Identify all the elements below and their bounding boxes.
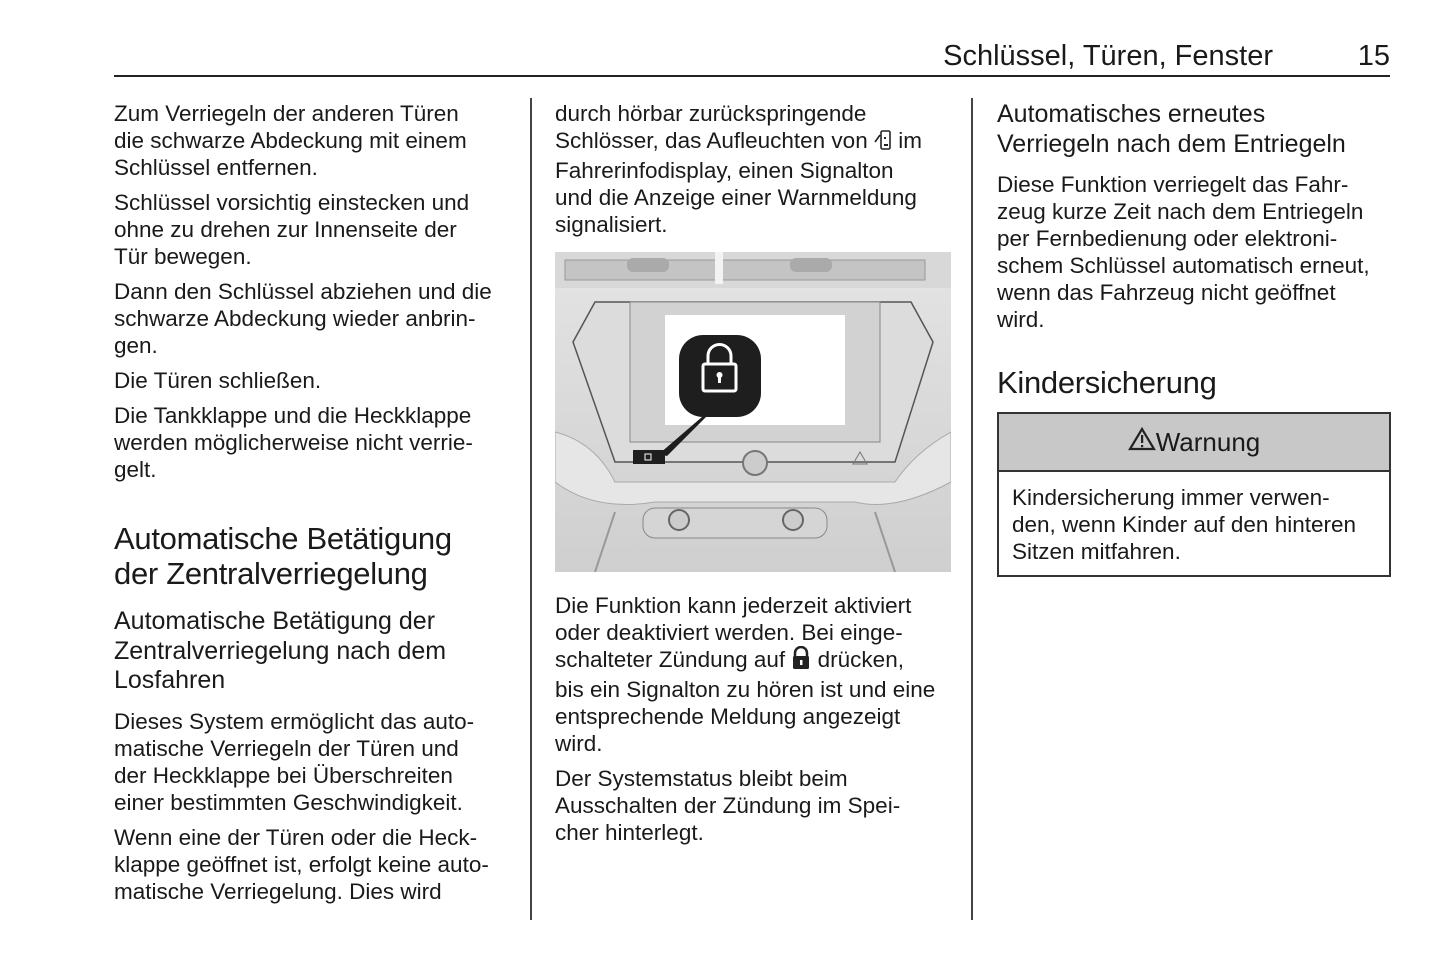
lock-button-icon xyxy=(791,646,811,676)
paragraph: Diese Funktion verriegelt das Fahr- zeug kurze Zeit nach dem Entriegeln per Fernbedienung oder elektroni- schem Schlüssel automatisch erneut, wenn das Fahrzeug nicht geöffnet wird. xyxy=(997,172,1370,332)
paragraph-text: Die Funktion kann jederzeit aktiviert oder deaktiviert werden. Bei einge- schalteter Zündung auf xyxy=(555,593,912,672)
paragraph-text: drücken, bis ein Signalton zu hören ist und eine entsprechende Meldung angezeigt wird. xyxy=(555,647,936,756)
paragraph: Dann den Schlüssel abziehen und die schwarze Abdeckung wieder anbrin- gen. xyxy=(114,279,492,358)
warning-title: Warnung xyxy=(1155,426,1261,457)
subsection-heading: Automatische Betätigung der Zentralverriegelung nach dem Losfahren xyxy=(114,607,447,694)
column-divider xyxy=(971,98,973,920)
section-heading: Kindersicherung xyxy=(997,365,1217,400)
running-header-title: Schlüssel, Türen, Fenster xyxy=(943,40,1273,72)
header-rule xyxy=(114,75,1390,77)
paragraph: Die Tankklappe und die Heckklappe werden möglicherweise nicht verrie- gelt. xyxy=(114,403,473,482)
paragraph: Dieses System ermöglicht das auto- matische Verriegeln der Türen und der Heckklappe bei Überschreiten einer bestimmten Geschwindigkeit. xyxy=(114,708,475,815)
paragraph: Wenn eine der Türen oder die Heck- klappe geöffnet ist, erfolgt keine auto- matische Verriegelung. Dies wird xyxy=(114,824,489,904)
warning-triangle-icon xyxy=(1128,427,1156,458)
paragraph: Die Türen schließen. xyxy=(114,368,322,393)
paragraph-text: durch hörbar zurückspringende Schlösser, das Aufleuchten von xyxy=(555,101,868,153)
subsection-heading: Automatisches erneutes Verriegeln nach dem Entriegeln xyxy=(997,100,1346,158)
paragraph: Der Systemstatus bleibt beim Ausschalten der Zündung im Spei- cher hinterlegt. xyxy=(555,766,901,845)
warning-box xyxy=(997,412,1391,577)
column-1 xyxy=(114,100,514,913)
column-3 xyxy=(997,100,1392,577)
section-heading: Automatische Betätigung der Zentralverriegelung xyxy=(114,521,452,591)
paragraph: Schlüssel vorsichtig einstecken und ohne zu drehen zur Innenseite der Tür bewegen. xyxy=(114,190,470,269)
page-number: 15 xyxy=(1357,40,1390,72)
warning-header xyxy=(999,414,1389,472)
column-divider xyxy=(530,98,532,920)
warning-text: Kindersicherung immer verwen- den, wenn Kinder auf den hinteren Sitzen mitfahren. xyxy=(1012,485,1357,564)
dashboard-illustration xyxy=(555,252,951,572)
paragraph: Zum Verriegeln der anderen Türen die schwarze Abdeckung mit einem Schlüssel entfernen. xyxy=(114,101,467,180)
column-2 xyxy=(555,100,955,854)
driver-info-display-icon xyxy=(874,129,892,157)
paragraph-text: im Fahrerinfodisplay, einen Signalton und die Anzeige einer Warnmeldung signalisiert. xyxy=(555,128,922,237)
